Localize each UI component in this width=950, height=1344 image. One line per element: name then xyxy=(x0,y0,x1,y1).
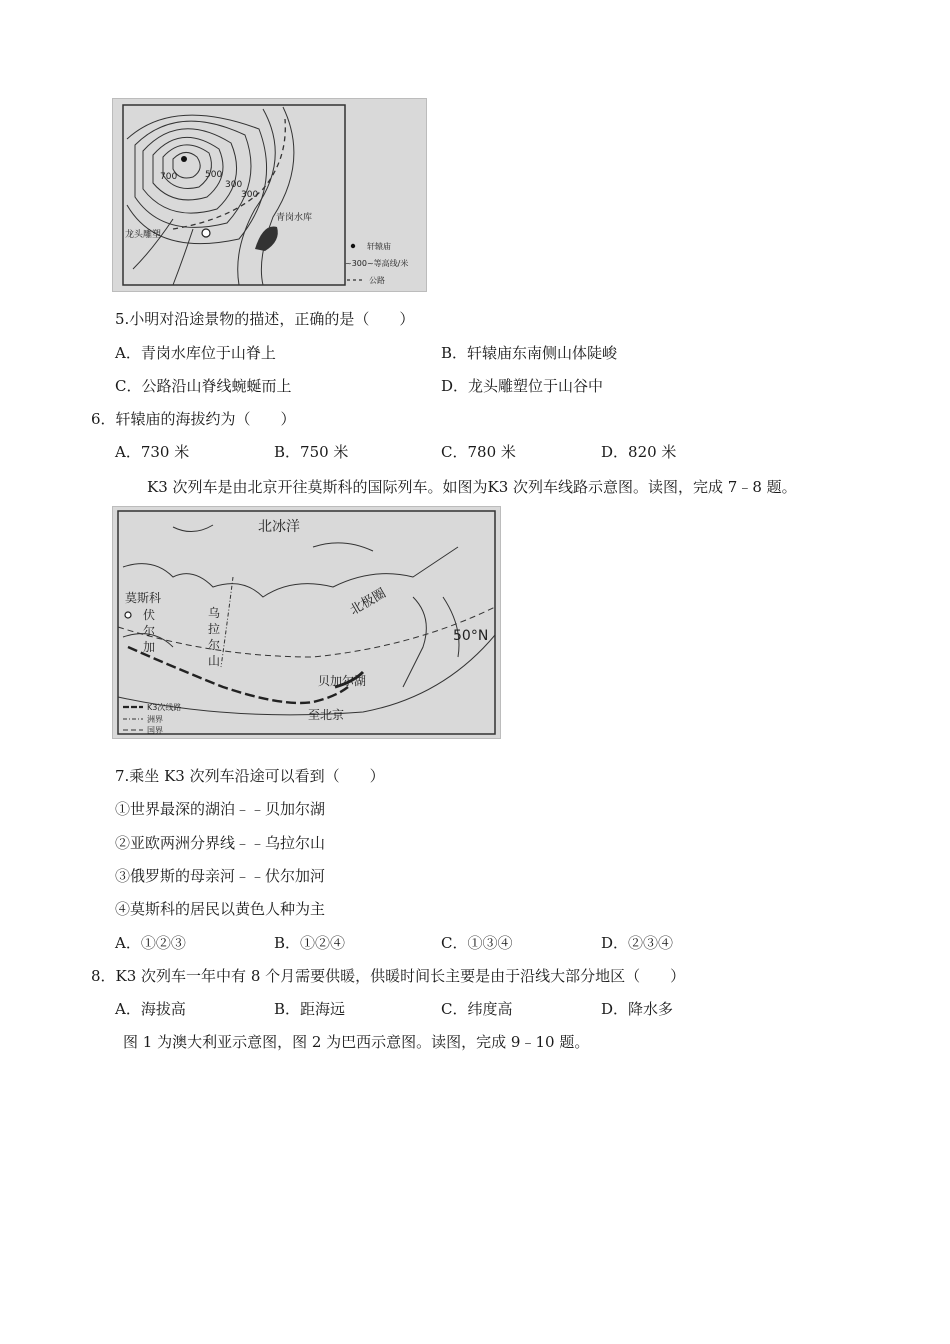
q7-statement-4: ④莫斯科的居民以黄色人种为主 xyxy=(115,900,326,918)
arctic-circle-label: 北极圈 xyxy=(347,585,389,619)
moscow-marker xyxy=(125,612,131,618)
legend-temple-label: 轩辕庙 xyxy=(367,242,391,251)
q8-option-b: B．距海远 xyxy=(274,1000,346,1018)
q7-statement-3: ③俄罗斯的母亲河﹣﹣伏尔加河 xyxy=(115,867,326,885)
contour-map-figure xyxy=(112,98,427,292)
contour-label-300-b: 300 xyxy=(241,190,259,200)
moscow-label: 莫斯科 xyxy=(125,591,162,605)
legend-temple-icon xyxy=(351,244,355,248)
sculpture-label: 龙头雕塑 xyxy=(125,230,162,240)
q7-option-a: A．①②③ xyxy=(115,934,186,952)
contour-label-700: 700 xyxy=(160,172,178,182)
k3-route-map-svg xyxy=(113,507,500,738)
reservoir-shape xyxy=(255,226,278,251)
q6-option-c: C．780 米 xyxy=(441,443,516,461)
arctic-circle-line xyxy=(118,607,495,657)
ural-label-2: 拉 xyxy=(208,622,221,636)
legend-road-label: 公路 xyxy=(369,276,385,285)
ural-label-4: 山 xyxy=(208,654,221,668)
q7-option-c: C．①③④ xyxy=(441,934,513,952)
contour-label-500: 500 xyxy=(205,170,223,180)
latitude-label: 50°N xyxy=(453,628,489,644)
q6-option-b: B．750 米 xyxy=(274,443,349,461)
legend-route-label: K3次线路 xyxy=(147,703,182,712)
question-8-stem: 8．K3 次列车一年中有 8 个月需要供暖，供暖时间长主要是由于沿线大部分地区（ ） xyxy=(91,967,686,985)
to-beijing-label: 至北京 xyxy=(308,708,345,722)
q8-option-c: C．纬度高 xyxy=(441,1000,513,1018)
k3-route-line xyxy=(128,647,348,703)
q5-option-b: B．轩辕庙东南侧山体陡峻 xyxy=(441,344,618,362)
legend-contour-label: ~300~等高线/米 xyxy=(345,259,409,268)
q8-option-a: A．海拔高 xyxy=(115,1000,186,1018)
legend-border-label: 国界 xyxy=(147,726,163,735)
volga-label-3: 加 xyxy=(143,640,156,654)
intro-9-10: 图 1 为澳大利亚示意图，图 2 为巴西示意图。读图，完成 9﹣10 题。 xyxy=(123,1033,590,1051)
contour-label-300-a: 300 xyxy=(225,180,243,190)
question-7-stem: 7.乘坐 K3 次列车沿途可以看到（ ） xyxy=(115,767,385,785)
question-6-stem: 6．轩辕庙的海拔约为（ ） xyxy=(91,410,296,428)
ural-label-3: 尔 xyxy=(208,638,221,652)
q8-option-d: D．降水多 xyxy=(601,1000,674,1018)
q6-option-d: D．820 米 xyxy=(601,443,677,461)
q5-option-a: A．青岗水库位于山脊上 xyxy=(115,344,276,362)
sculpture-marker xyxy=(202,229,210,237)
q5-option-c: C．公路沿山脊线蜿蜒而上 xyxy=(115,377,292,395)
intro-7-8: K3 次列车是由北京开往莫斯科的国际列车。如图为K3 次列车线路示意图。读图，完成 7﹣8 题。 xyxy=(147,478,797,496)
temple-marker xyxy=(181,156,187,162)
ocean-label: 北冰洋 xyxy=(258,519,300,535)
q7-option-d: D．②③④ xyxy=(601,934,674,952)
q6-option-a: A．730 米 xyxy=(115,443,190,461)
volga-label-1: 伏 xyxy=(143,608,156,622)
volga-label-2: 尔 xyxy=(143,624,156,638)
q7-statement-2: ②亚欧两洲分界线﹣﹣乌拉尔山 xyxy=(115,834,326,852)
q7-statement-1: ①世界最深的湖泊﹣﹣贝加尔湖 xyxy=(115,800,326,818)
contour-map-svg xyxy=(113,99,426,291)
q5-option-d: D．龙头雕塑位于山谷中 xyxy=(441,377,604,395)
q7-option-b: B．①②④ xyxy=(274,934,346,952)
legend-continent-label: 洲界 xyxy=(147,715,163,724)
ural-label-1: 乌 xyxy=(208,606,221,620)
reservoir-label: 青岗水库 xyxy=(276,213,313,223)
question-5-stem: 5.小明对沿途景物的描述，正确的是（ ） xyxy=(115,310,415,328)
baikal-label: 贝加尔湖 xyxy=(318,674,367,688)
k3-route-map-figure xyxy=(112,506,501,739)
continent-boundary xyxy=(221,577,233,667)
